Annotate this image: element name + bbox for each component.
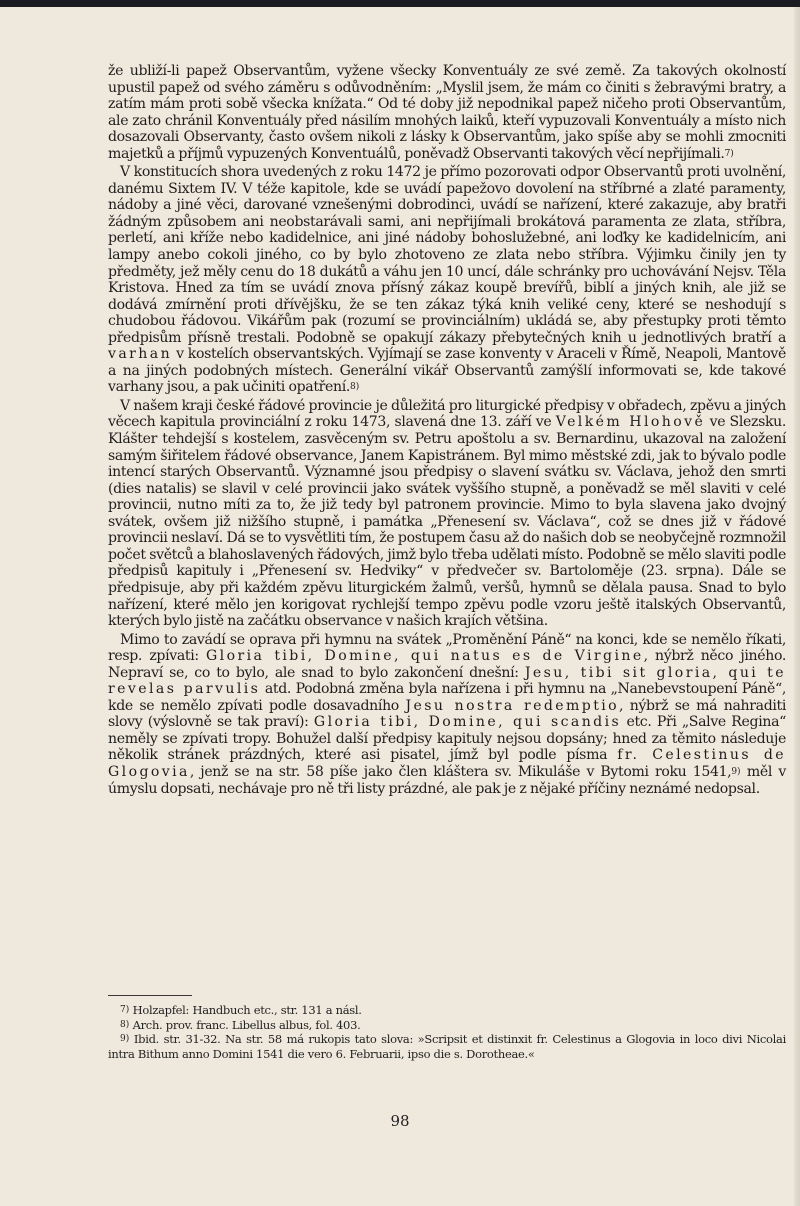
spaced-emphasis: Jesu, tibi sit gloria, qui te revelas parvulis — [108, 664, 786, 698]
footnote-reference: 8) — [350, 382, 360, 393]
scan-right-edge — [794, 7, 800, 1206]
footnote-text: Ibid. str. 31-32. Na str. 58 má rukopis tato slova: »Scripsit et distinxit fr. Celestinus a Glogovia in loco divi Nicolai intra Bithum anno Domini 1541 die vero 6. Februarii, ipso die s. Dorotheae.« — [108, 1032, 786, 1061]
spaced-emphasis: Gloria tibi, Domine, qui scandis — [313, 714, 622, 731]
page-number: 98 — [390, 1112, 410, 1130]
footnote-marker: 8) — [120, 1019, 130, 1030]
footnote-marker: 9) — [120, 1034, 130, 1044]
paragraph — [108, 164, 786, 396]
text-run: , nýbrž se má nahraditi slovy (výslovně se tak praví): — [108, 697, 786, 731]
spaced-emphasis: Velkém Hlohově — [555, 414, 706, 431]
footnote-reference: 7) — [724, 148, 734, 159]
spaced-emphasis: fr. Celestinus de Glogovia — [108, 747, 786, 780]
text-run: v kostelích observantských. Vyjímají se zase konventy v Araceli v Římě, Neapoli, Mantově a na jiných podobných místech. Generální vikář Observantů zamýšlí informovati se, kde takové varhany jsou, a pak učiniti opatření. — [108, 346, 786, 396]
spaced-emphasis: Gloria tibi, Domine, qui natus es de Virgine — [206, 648, 644, 665]
text-run: , jenž se na str. 58 píše jako člen kláštera sv. Mikuláše v Bytomi roku 1541, — [189, 763, 732, 780]
footnote — [108, 1018, 786, 1033]
paragraph — [108, 63, 786, 162]
text-run: ve Slezsku. Klášter tehdejší s kostelem, zasvěceným sv. Petru apoštolu a sv. Bernardinu, ukazoval na založení samým šiřitelem řádové observance, Janem Kapistránem. Byl mimo městské zdi, jak to bývalo podle intencí starých Observantů. Významné jsou předpisy o slavení svátku sv. Václava, jehož den smrti (dies natalis) se slavil v celé provincii jako svátek vyššího stupně, a poněvadž se měl slaviti v celé provincii, nutno míti za to, že již tedy byl patronem provincie. Mimo to byla slavena jako dvojný svátek, ovšem již nižšího stupně, i památka „Přenesení sv. Václava“, což se dnes již v řádové provincii neslaví. Dá se to vysvětliti tím, že postupem času až do našich dob se neobyčejně rozmnožil počet světců a blahoslavených řádových, jimž bylo třeba udělati místo. Podobně se mělo slaviti podle předpisů kapituly i „Přenesení sv. Hedviky“ v předvečer sv. Bartoloměje (23. srpna). Dále se předpisuje, aby při každém zpěvu liturgickém žalmů, veršů, hymnů se dělala pausa. Snad to bylo nařízení, které mělo jen korigovat rychlejší tempo zpěvu podle vzoru ještě italských Observantů, kterých bylo jistě na začátku observance v našich krajích většina. — [108, 414, 786, 630]
text-run: atd. Podobná změna byla nařízena i při hymnu na „Nanebevstoupení Páně“, kde se nemělo zpívati podle dosavadního — [108, 681, 786, 714]
text-run: V našem kraji české řádové provincie je důležitá pro liturgické předpisy v obřadech, zpěvu a jiných věcech kapitula provinciální z roku 1473, slavená dne 13. září ve — [108, 397, 786, 431]
text-run: , nýbrž něco jiného. Nepraví se, co to bylo, ale snad to bylo zakončení dnešní: — [108, 648, 786, 681]
spaced-emphasis: Jesu nostra redemptio — [405, 697, 620, 714]
paragraph — [108, 398, 786, 630]
footnote — [108, 1032, 786, 1061]
paragraph — [108, 632, 786, 797]
text-run: že ubliží-li papež Observantům, vyžene všecky Konventuály ze své země. Za takových okolností upustil papež od svého záměru s odůvodněním: „Myslil jsem, že mám co činiti s žebravými bratry, a zatím mám proti sobě všecka knížata.“ Od té doby již nepodnikal papež ničeho proti Observantům, ale zato chránil Konventuály před násilím mnohých laiků, kteří vypuzovali Konventuály a místo nich dosazovali Observanty, často ovšem nikoli z lásky k Observantům, jako spíše aby se mohli zmocniti majetků a příjmů vypuzených Konventuálů, poněvadž Observanti takových věcí nepřijímali. — [108, 63, 786, 162]
footnotes — [108, 1003, 786, 1061]
spaced-emphasis: varhan — [108, 346, 173, 363]
scan-top-edge — [0, 0, 800, 7]
footnote-separator — [108, 995, 192, 996]
footnote-text: Holzapfel: Handbuch etc., str. 131 a násl. — [129, 1003, 362, 1017]
text-run: měl v úmyslu dopsati, nechávaje pro ně tři listy prázdné, ale pak je z nějaké příčiny neznámé nedopsal. — [108, 763, 786, 797]
text-run: Mimo to zavádí se oprava při hymnu na svátek „Proměnění Páně“ na konci, kde se nemělo říkati, resp. zpívati: — [108, 631, 786, 665]
footnote — [108, 1003, 786, 1018]
text-run: V konstitucích shora uvedených z roku 1472 je přímo pozorovati odpor Observantů proti uvolnění, danému Sixtem IV. V téže kapitole, kde se uvádí papežovo dovolení na stříbrné a zlaté paramenty, nádoby a jiné věci, darované vznešenými dobrodinci, uvádí se nařízení, které zakazuje, aby bratři žádným způsobem ani neobstarávali sami, ani nepřijímali brokátová paramenta ze zlata, stříbra, perletí, ani kříže nebo kadidelnice, ani jiné nádoby bohoslužebné, ani loďky ke kadidelnicím, ani lampy anebo cokoli jiného, co by bylo zhotoveno ze zlata nebo stříbra. Výjimku činily jen ty předměty, jež měly cenu do 18 dukátů a váhu jen 10 uncí, dále schránky pro uchovávání Nejsv. Těla Kristova. Hned za tím se uvádí znova přísný zákaz koupě brevířů, biblí a jiných knih, ale již se dodává zmírnění proti dřívějšku, že se ten zákaz týká knih veliké ceny, které se neshodují s chudobou řádovou. Vikářům pak (rozumí se provinciálním) ukládá se, aby přestupky proti těmto předpisům přísně trestali. Podobně se opakují zákazy přebytečných knih u jednotlivých bratří a — [108, 164, 786, 346]
text-run: etc. Při „Salve Regina“ neměly se zpívati tropy. Bohužel další předpisy kapituly nejsou dopsány; hned za těmito následuje několik stránek prázdných, které asi pisatel, jímž byl podle písma — [108, 714, 786, 764]
body-text — [108, 63, 786, 797]
footnote-reference: 9) — [731, 766, 741, 777]
footnote-marker: 7) — [120, 1005, 130, 1015]
footnote-text: Arch. prov. franc. Libellus albus, fol. 403. — [129, 1017, 361, 1032]
